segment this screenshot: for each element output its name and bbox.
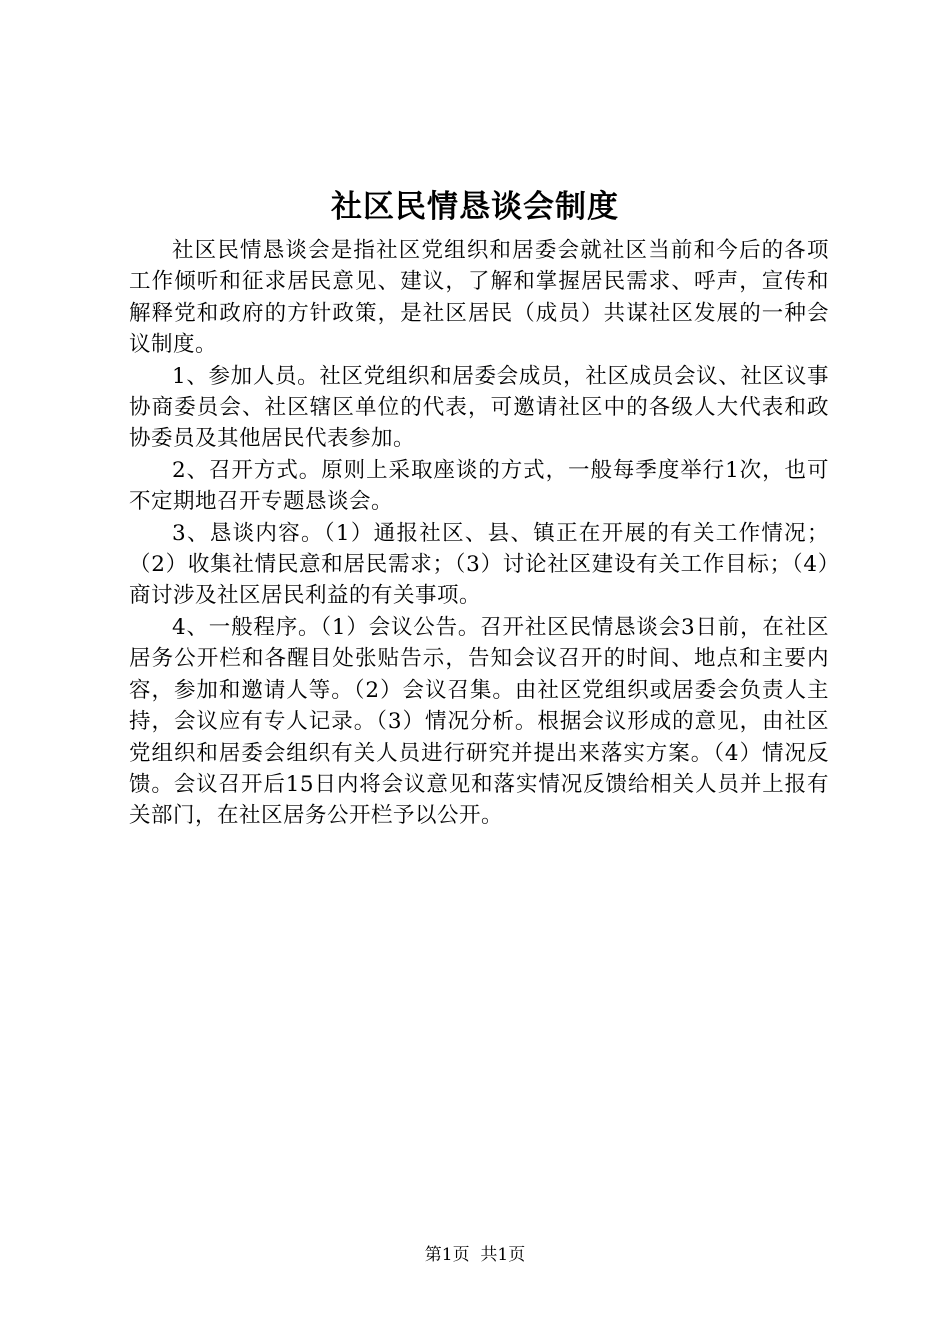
- paragraph-discussion-content: 3、恳谈内容。（1）通报社区、县、镇正在开展的有关工作情况；（2）收集社情民意和居民需求；（3）讨论社区建设有关工作目标；（4）商讨涉及社区居民利益的有关事项。: [129, 520, 829, 609]
- paragraph-general-procedure: 4、一般程序。（1）会议公告。召开社区民情恳谈会3日前，在社区居务公开栏和各醒目处张贴告示，告知会议召开的时间、地点和主要内容，参加和邀请人等。（2）会议召集。由社区党组织或居委会负责人主持，会议应有专人记录。（3）情况分析。根据会议形成的意见，由社区党组织和居委会组织有关人员进行研究并提出来落实方案。（4）情况反馈。会议召开后15日内将会议意见和落实情况反馈给相关人员并上报有关部门，在社区居务公开栏予以公开。: [129, 614, 829, 829]
- page-footer: 第1页 共1页: [424, 1245, 526, 1265]
- paragraph-meeting-method: 2、召开方式。原则上采取座谈的方式，一般每季度举行1次，也可不定期地召开专题恳谈会。: [129, 457, 829, 515]
- paragraph-participants: 1、参加人员。社区党组织和居委会成员，社区成员会议、社区议事协商委员会、社区辖区单位的代表，可邀请社区中的各级人大代表和政协委员及其他居民代表参加。: [129, 363, 829, 452]
- document-body: [129, 235, 829, 832]
- intro-paragraph: 社区民情恳谈会是指社区党组织和居委会就社区当前和今后的各项工作倾听和征求居民意见、建议，了解和掌握居民需求、呼声，宣传和解释党和政府的方针政策，是社区居民（成员）共谋社区发展的一种会议制度。: [129, 238, 829, 358]
- document-title: 社区民情恳谈会制度: [331, 189, 619, 225]
